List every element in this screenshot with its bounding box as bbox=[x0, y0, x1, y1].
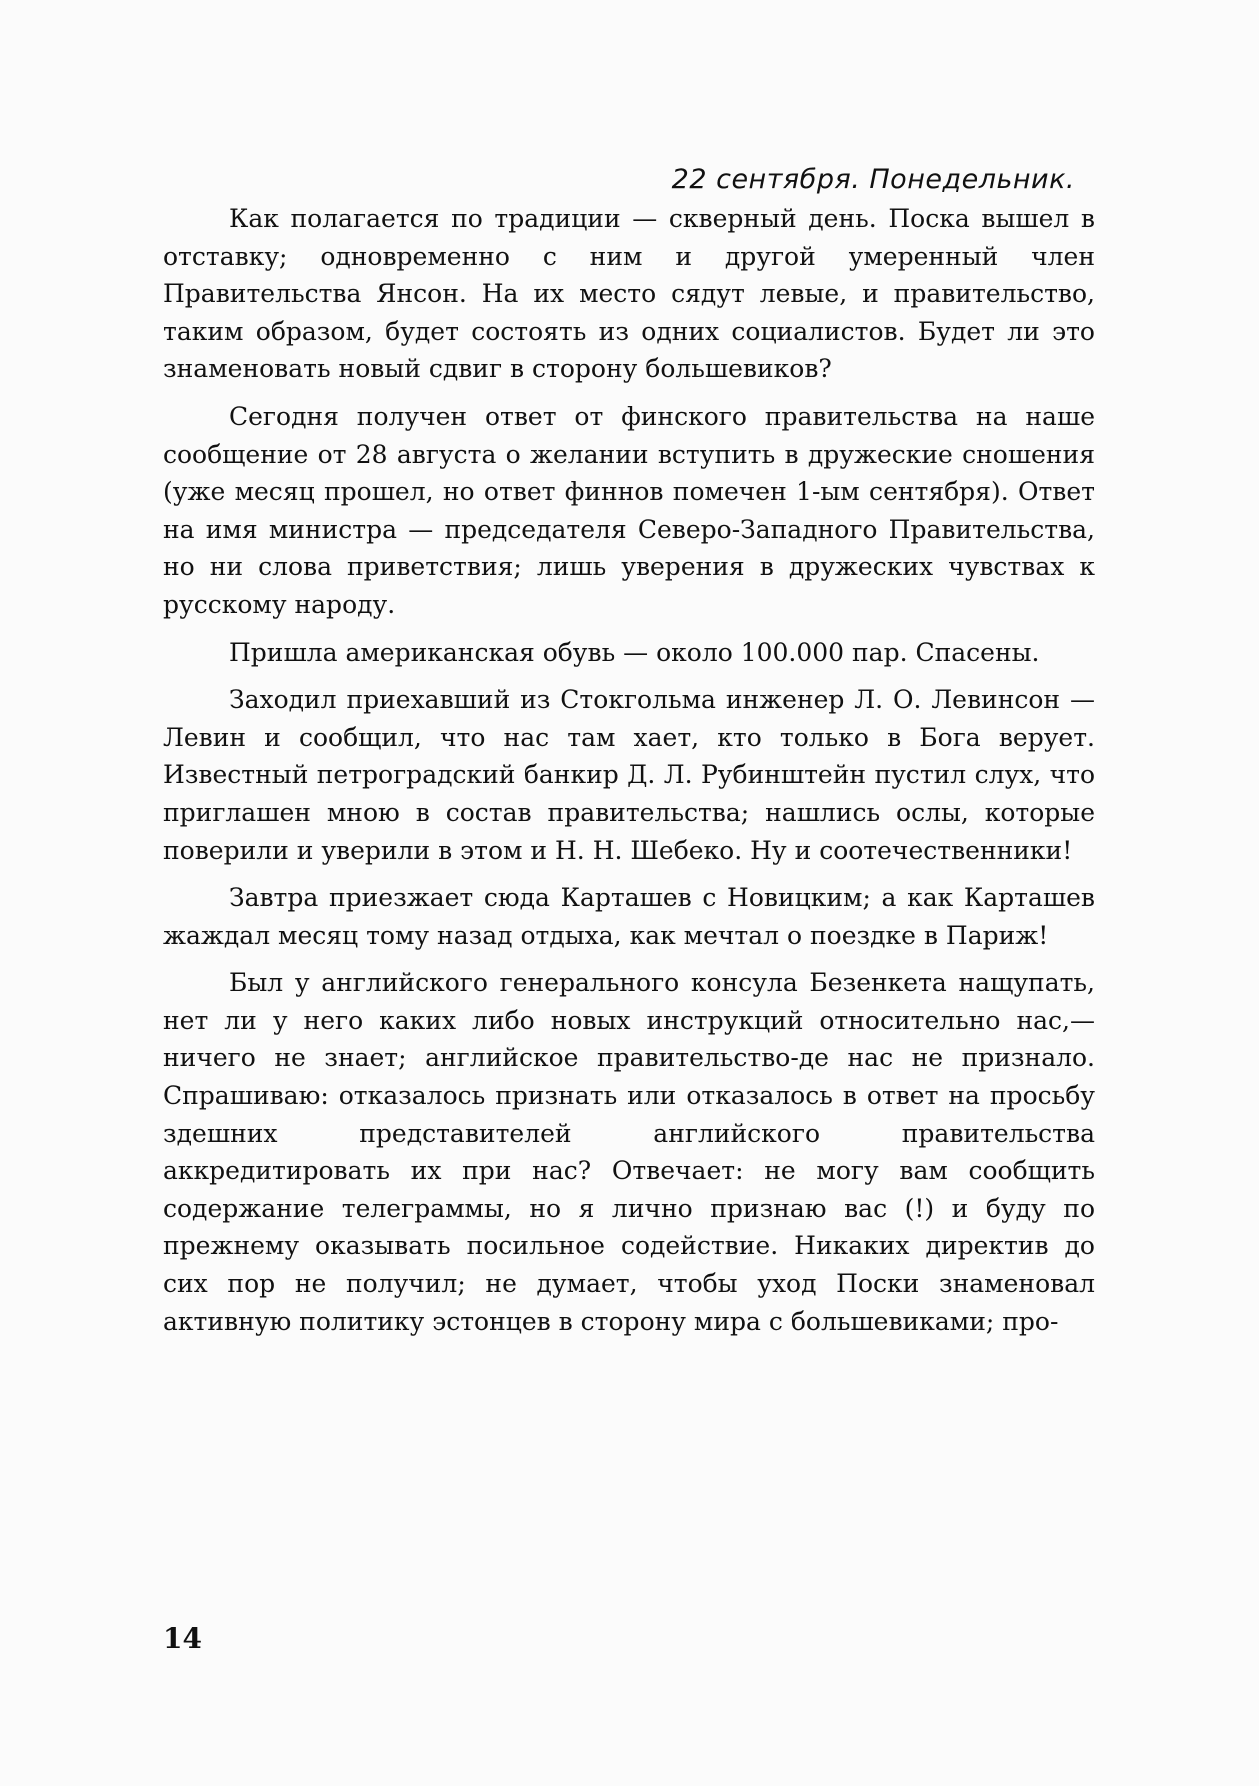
paragraph: Пришла американская обувь — около 100.000 пар. Спасены. bbox=[229, 637, 1040, 667]
paragraph: Завтра приезжает сюда Карташев с Новицким; а как Карташев жаждал месяц тому назад отдыха, как мечтал о поездке в Париж! bbox=[163, 883, 1095, 950]
paragraph: Как полагается по традиции — скверный день. Поска вышел в отставку; одновременно с ним и другой умеренный член Правительства Янсон. На их место сядут левые, и правительство, таким образом, будет состоять из одних социалистов. Будет ли это знаменовать новый сдвиг в сторону большевиков? bbox=[163, 204, 1095, 384]
diary-entry-heading: 22 сентября. Понедельник. bbox=[671, 164, 1075, 195]
page-body bbox=[163, 160, 1095, 1350]
paragraph: Был у английского генерального консула Безенкета нащупать, нет ли у него каких либо новых инструкций относительно нас,—ничего не знает; английское правительство-де нас не признало. Спрашиваю: отказалось признать или отказалось в ответ на просьбу здешних представителей английского правительства аккредитировать их при нас? Отвечает: не могу вам сообщить содержание телеграммы, но я лично признаю вас (!) и буду по прежнему оказывать посильное содействие. Никаких директив до сих пор не получил; не думает, чтобы уход Поски знаменовал активную политику эстонцев в сторону мира с большевиками; про- bbox=[163, 968, 1095, 1336]
paragraph: Сегодня получен ответ от финского правительства на наше сообщение от 28 августа о желании вступить в дружеские сношения (уже месяц прошел, но ответ финнов помечен 1-ым сентября). Ответ на имя министра — председателя Северо-Западного Правительства, но ни слова приветствия; лишь уверения в дружеских чувствах к русскому народу. bbox=[163, 401, 1095, 619]
page-number: 14 bbox=[163, 1622, 202, 1655]
paragraph: Заходил приехавший из Стокгольма инженер Л. О. Левинсон — Левин и сообщил, что нас там хает, кто только в Бога верует. Известный петроградский банкир Д. Л. Рубинштейн пустил слух, что приглашен мною в состав правительства; нашлись ослы, которые поверили и уверили в этом и Н. Н. Шебеко. Ну и соотечественники! bbox=[163, 685, 1095, 865]
